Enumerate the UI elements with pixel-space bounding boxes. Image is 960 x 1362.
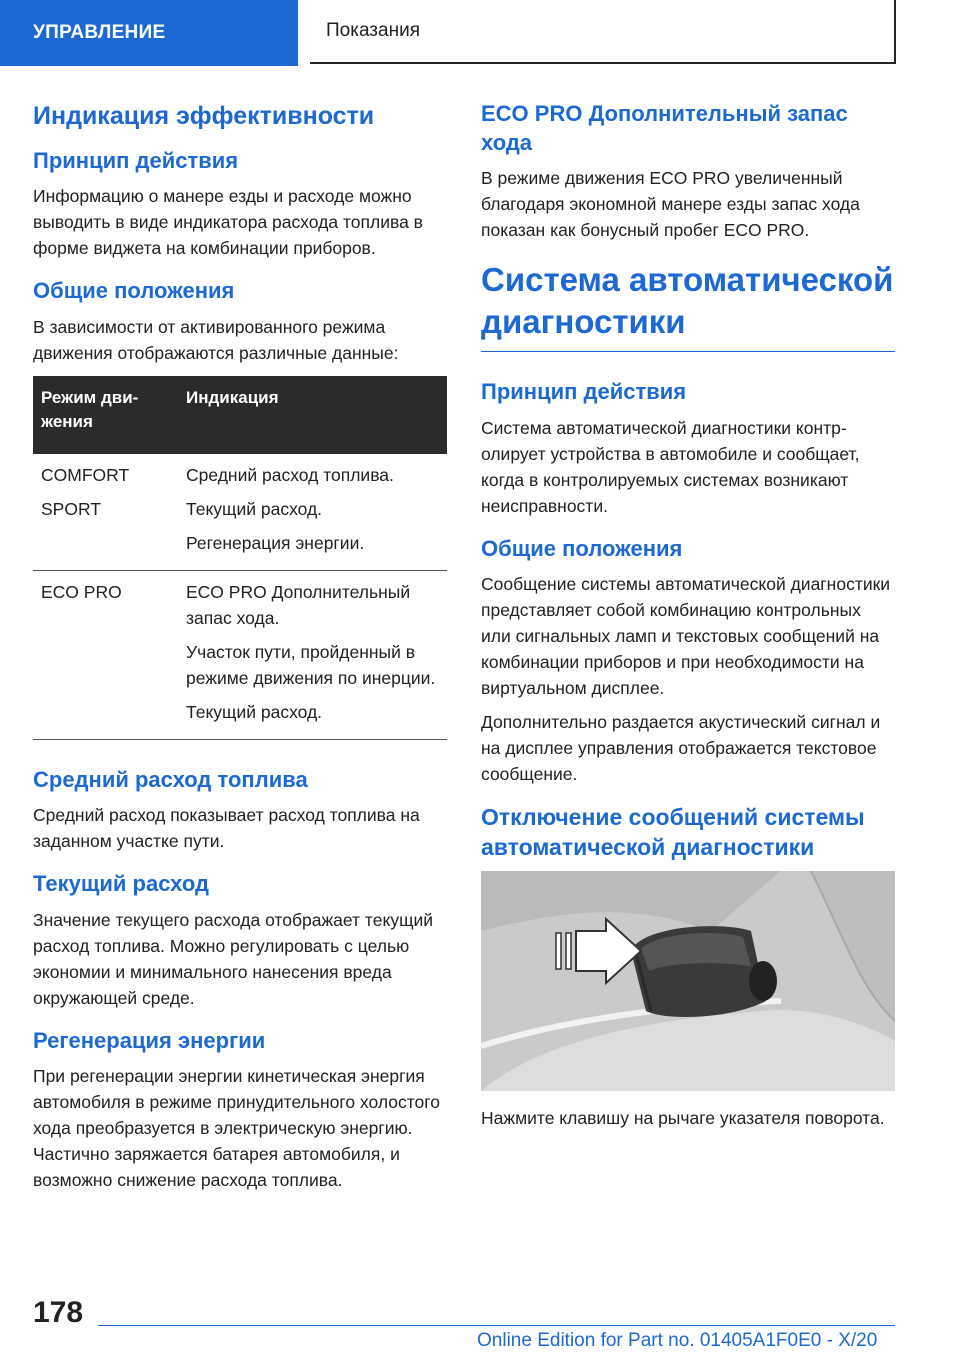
table-header-mode: Режим движения (33, 376, 178, 454)
diag-general-text: Сообщение системы автоматической диагностики представляет собой комбинацию контрольных или сигнальных ламп и текстовых сообщений на комбинации приборов и при необходимости на виртуальном дисплее. (481, 574, 891, 699)
regen-text: При регенерации энергии кинетическая энергия автомобиля в режиме принудительного холостого хода преобразуется в электрическую энергию. Частично заряжается батарея автомобиля, и возможно снижение расхода топлива. (33, 1066, 441, 1191)
heading-current-consumption: Текущий расход (33, 871, 209, 897)
heading-principle: Принцип действия (33, 147, 239, 173)
indication-item: Участок пути, пройденный в режиме движения по инерции. (186, 641, 436, 688)
lever-illustration (481, 871, 895, 1091)
left-column (33, 100, 447, 1209)
footer-divider (98, 1325, 895, 1326)
heading-general: Общие положения (33, 278, 235, 304)
heading-disable-messages: Отключение сообщений системы автоматической диагностики (481, 804, 865, 861)
section-label: УПРАВЛЕНИЕ (0, 0, 298, 66)
current-text: Значение текущего расхода отображает текущий расход топлива. Можно регулировать с целью экономии и минимального нанесения вреда окружающей среде. (33, 909, 434, 1008)
diag-principle-text: Система автоматической диагностики контролирует устройства в автомобиле и сообщает, когда в контролируемых системах возникают неисправности. (481, 417, 860, 516)
general-text: В зависимости от активированного режима движения отображаются различные данные: (33, 316, 399, 363)
eco-pro-text: В режиме движения ECO PRO увеличенный благодаря экономной манере езды запас хода показан как бонусный пробег ECO PRO. (481, 168, 860, 241)
mode-sport: SPORT (41, 498, 101, 519)
right-column (481, 100, 895, 1147)
page-title: Показания (310, 0, 896, 64)
heading-diagnostics: Система автоматической диагностики (481, 259, 895, 352)
principle-text: Информацию о манере езды и расходе можно выводить в виде индикатора расхода топлива в форме виджета на комбинации приборов. (33, 186, 423, 259)
heading-regeneration: Регенерация энергии (33, 1027, 266, 1053)
heading-eco-pro-range: ECO PRO Дополнительный запас хода (481, 101, 848, 155)
heading-principle: Принцип действия (481, 379, 687, 405)
heading-general: Общие положения (481, 535, 683, 561)
indication-item: Средний расход топлива. (186, 464, 394, 485)
turn-signal-lever-image (481, 871, 895, 1091)
table-header-indication: Индикация (178, 376, 447, 454)
modes-table (33, 376, 447, 740)
indication-item: Регенерация энергии. (186, 532, 365, 553)
footer-edition: Online Edition for Part no. 01405A1F0E0 - X/20 (477, 1330, 878, 1351)
table-row (33, 454, 447, 571)
heading-avg-consumption: Средний расход топлива (33, 766, 308, 792)
mode-eco-pro: ECO PRO (41, 581, 122, 602)
indication-item: Текущий расход. (186, 498, 323, 519)
image-caption: Нажмите клавишу на рычаге указателя поворота. (481, 1108, 885, 1129)
diag-acoustic-text: Дополнительно раздается акустический сигнал и на дисплее управления отображается текстовое сообщение. (481, 712, 881, 785)
table-row (33, 570, 447, 739)
heading-efficiency: Индикация эффективности (33, 102, 375, 130)
avg-text: Средний расход показывает расход топлива на заданном участке пути. (33, 805, 420, 852)
page-number: 178 (33, 1296, 84, 1329)
mode-comfort: COMFORT (41, 464, 130, 485)
indication-item: Текущий расход. (186, 701, 323, 722)
indication-item: ECO PRO Дополнительный запас хода. (186, 581, 411, 628)
